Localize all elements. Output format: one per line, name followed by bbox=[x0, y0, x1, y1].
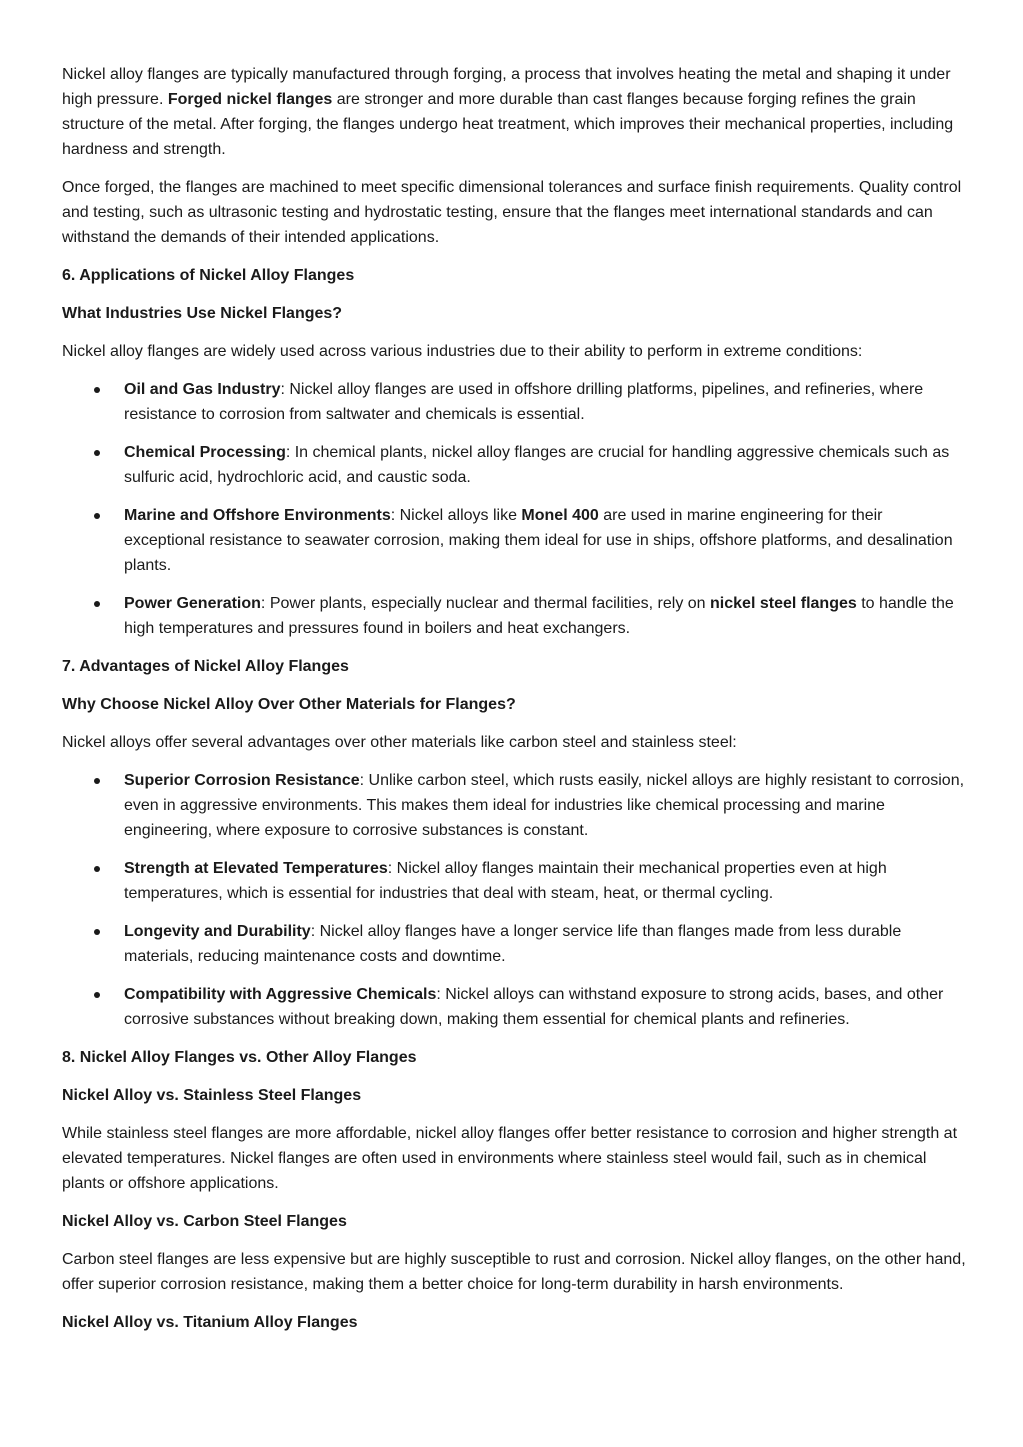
item-label: Longevity and Durability bbox=[124, 923, 311, 940]
item-text: : Nickel alloys like bbox=[390, 507, 522, 524]
item-label: Chemical Processing bbox=[124, 444, 286, 461]
section-7-subheading: Why Choose Nickel Alloy Over Other Materials for Flanges? bbox=[62, 696, 516, 713]
section-6-subheading: What Industries Use Nickel Flanges? bbox=[62, 305, 343, 322]
section-7-lead: Nickel alloys offer several advantages over other materials like carbon steel and stainless steel: bbox=[62, 734, 737, 751]
paragraph-manufacturing bbox=[62, 62, 967, 162]
paragraph-machining: Once forged, the flanges are machined to meet specific dimensional tolerances and surface finish requirements. Quality control and testing, such as ultrasonic testing and hydrostatic testing, ensure that the flanges meet international standards and can withstand the demands of their intended applications. bbox=[62, 179, 962, 246]
bold-term: Monel 400 bbox=[521, 507, 599, 524]
list-item bbox=[124, 591, 967, 641]
list-item bbox=[124, 919, 967, 969]
item-label: Compatibility with Aggressive Chemicals bbox=[124, 986, 437, 1003]
item-text: : Nickel alloy flanges have a longer service life than flanges made from less durable materials, reducing maintenance costs and downtime. bbox=[124, 923, 902, 965]
bold-term: nickel steel flanges bbox=[710, 595, 857, 612]
section-6-heading: 6. Applications of Nickel Alloy Flanges bbox=[62, 267, 355, 284]
list-item bbox=[124, 377, 967, 427]
item-text: are used in marine engineering for their exceptional resistance to seawater corrosion, making them ideal for use in ships, offshore platforms, and desalination plants. bbox=[124, 507, 953, 574]
list-item bbox=[124, 982, 967, 1032]
list-item bbox=[124, 440, 967, 490]
item-text: : In chemical plants, nickel alloy flanges are crucial for handling aggressive chemicals such as sulfuric acid, hydrochloric acid, and caustic soda. bbox=[124, 444, 950, 486]
bold-term: Forged nickel flanges bbox=[167, 91, 333, 108]
carbon-comparison-heading: Nickel Alloy vs. Carbon Steel Flanges bbox=[62, 1213, 347, 1230]
advantages-list bbox=[62, 768, 967, 1032]
list-item bbox=[124, 503, 967, 578]
text: Nickel alloy flanges are typically manufactured through forging, a process that involves heating the metal and shaping it under high pressure. bbox=[62, 66, 951, 108]
titanium-comparison-heading: Nickel Alloy vs. Titanium Alloy Flanges bbox=[62, 1314, 358, 1331]
item-text: : Nickel alloy flanges maintain their mechanical properties even at high temperatures, which is essential for industries that deal with steam, heat, or thermal cycling. bbox=[124, 860, 887, 902]
stainless-comparison-paragraph: While stainless steel flanges are more affordable, nickel alloy flanges offer better resistance to corrosion and higher strength at elevated temperatures. Nickel flanges are often used in environments where stainless steel would fail, such as in chemical plants or offshore applications. bbox=[62, 1125, 958, 1192]
carbon-comparison-paragraph: Carbon steel flanges are less expensive but are highly susceptible to rust and corrosion. Nickel alloy flanges, on the other hand, offer superior corrosion resistance, making them a better choice for long-term durability in harsh environments. bbox=[62, 1251, 966, 1293]
item-text: : Nickel alloy flanges are used in offshore drilling platforms, pipelines, and refineries, where resistance to corrosion from saltwater and chemicals is essential. bbox=[124, 381, 924, 423]
item-text: : Unlike carbon steel, which rusts easily, nickel alloys are highly resistant to corrosion, even in aggressive environments. This makes them ideal for industries like chemical processing and marine engineering, where exposure to corrosive substances is constant. bbox=[124, 772, 965, 839]
item-label: Marine and Offshore Environments bbox=[124, 507, 391, 524]
section-8-heading: 8. Nickel Alloy Flanges vs. Other Alloy Flanges bbox=[62, 1049, 417, 1066]
item-text: to handle the high temperatures and pressures found in boilers and heat exchangers. bbox=[124, 595, 954, 637]
item-label: Strength at Elevated Temperatures bbox=[124, 860, 388, 877]
list-item bbox=[124, 768, 967, 843]
text: are stronger and more durable than cast flanges because forging refines the grain structure of the metal. After forging, the flanges undergo heat treatment, which improves their mechanical properties, including hardness and strength. bbox=[62, 91, 954, 158]
section-7-heading: 7. Advantages of Nickel Alloy Flanges bbox=[62, 658, 349, 675]
applications-list bbox=[62, 377, 967, 641]
item-label: Oil and Gas Industry bbox=[124, 381, 281, 398]
item-text: : Nickel alloys can withstand exposure to strong acids, bases, and other corrosive substances without breaking down, making them essential for chemical plants and refineries. bbox=[124, 986, 944, 1028]
section-6-lead: Nickel alloy flanges are widely used across various industries due to their ability to perform in extreme conditions: bbox=[62, 343, 863, 360]
item-label: Superior Corrosion Resistance bbox=[124, 772, 360, 789]
list-item bbox=[124, 856, 967, 906]
stainless-comparison-heading: Nickel Alloy vs. Stainless Steel Flanges bbox=[62, 1087, 362, 1104]
item-label: Power Generation bbox=[124, 595, 261, 612]
item-text: : Power plants, especially nuclear and thermal facilities, rely on bbox=[260, 595, 711, 612]
